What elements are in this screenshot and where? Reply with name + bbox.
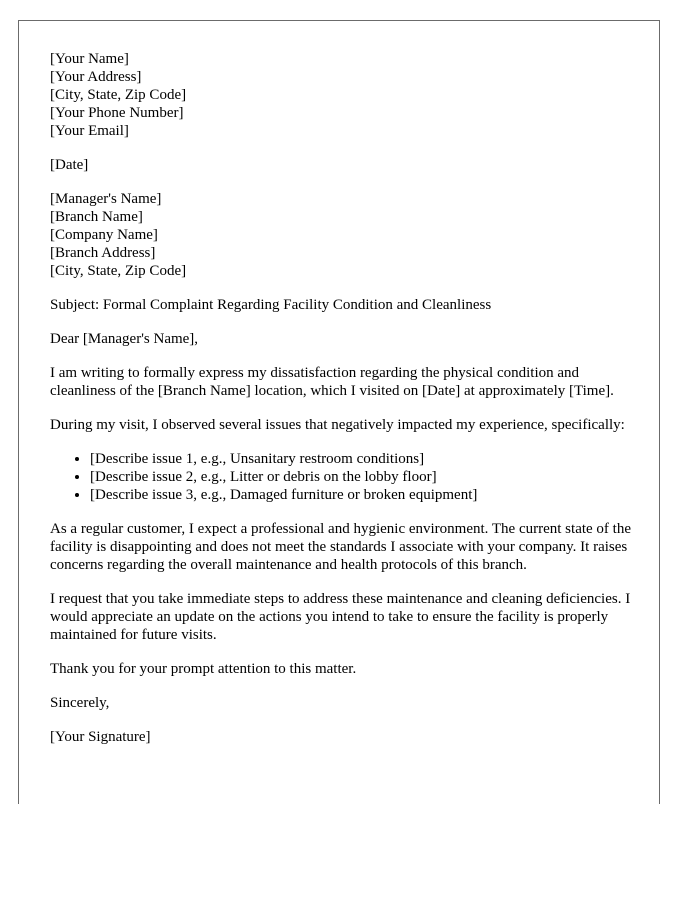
- letter-body: [50, 50, 640, 762]
- sender-block: [50, 50, 640, 140]
- signature: [Your Signature]: [50, 729, 151, 745]
- sender-email: [Your Email]: [50, 123, 129, 139]
- issue-item: • [Describe issue 3, e.g., Damaged furniture or broken equipment]: [90, 486, 640, 504]
- request-paragraph: I request that you take immediate steps to address these maintenance and cleaning deficiencies. I would appreciate an update on the actions you intend to take to ensure the facility is properly maintained for future visits.: [50, 591, 631, 643]
- intro-paragraph: I am writing to formally express my dissatisfaction regarding the physical condition and cleanliness of the [Branch Name] location, which I visited on [Date] at approximately [Time].: [50, 365, 614, 399]
- closing: Sincerely,: [50, 695, 110, 711]
- recipient-manager-name: [Manager's Name]: [50, 191, 162, 207]
- date-block: [50, 156, 640, 174]
- recipient-block: [50, 190, 640, 280]
- recipient-branch-address: [Branch Address]: [50, 245, 156, 261]
- issue-item: • [Describe issue 2, e.g., Litter or debris on the lobby floor]: [90, 468, 640, 486]
- issue-item: • [Describe issue 1, e.g., Unsanitary restroom conditions]: [90, 450, 640, 468]
- sender-address: [Your Address]: [50, 69, 142, 85]
- thanks-paragraph: Thank you for your prompt attention to this matter.: [50, 661, 357, 677]
- issues-list: [50, 450, 640, 504]
- letter-date: [Date]: [50, 157, 89, 173]
- recipient-branch-name: [Branch Name]: [50, 209, 143, 225]
- letter-page: [18, 20, 660, 804]
- recipient-company-name: [Company Name]: [50, 227, 158, 243]
- sender-city-state-zip: [City, State, Zip Code]: [50, 87, 187, 103]
- subject-line: Subject: Formal Complaint Regarding Facility Condition and Cleanliness: [50, 297, 492, 313]
- sender-phone: [Your Phone Number]: [50, 105, 184, 121]
- sender-name: [Your Name]: [50, 51, 129, 67]
- observations-paragraph: During my visit, I observed several issues that negatively impacted my experience, specifically:: [50, 417, 625, 433]
- expectations-paragraph: As a regular customer, I expect a professional and hygienic environment. The current state of the facility is disappointing and does not meet the standards I associate with your company. It raises concerns regarding the overall maintenance and health protocols of this branch.: [50, 521, 631, 573]
- recipient-city-state-zip: [City, State, Zip Code]: [50, 263, 187, 279]
- salutation: Dear [Manager's Name],: [50, 331, 199, 347]
